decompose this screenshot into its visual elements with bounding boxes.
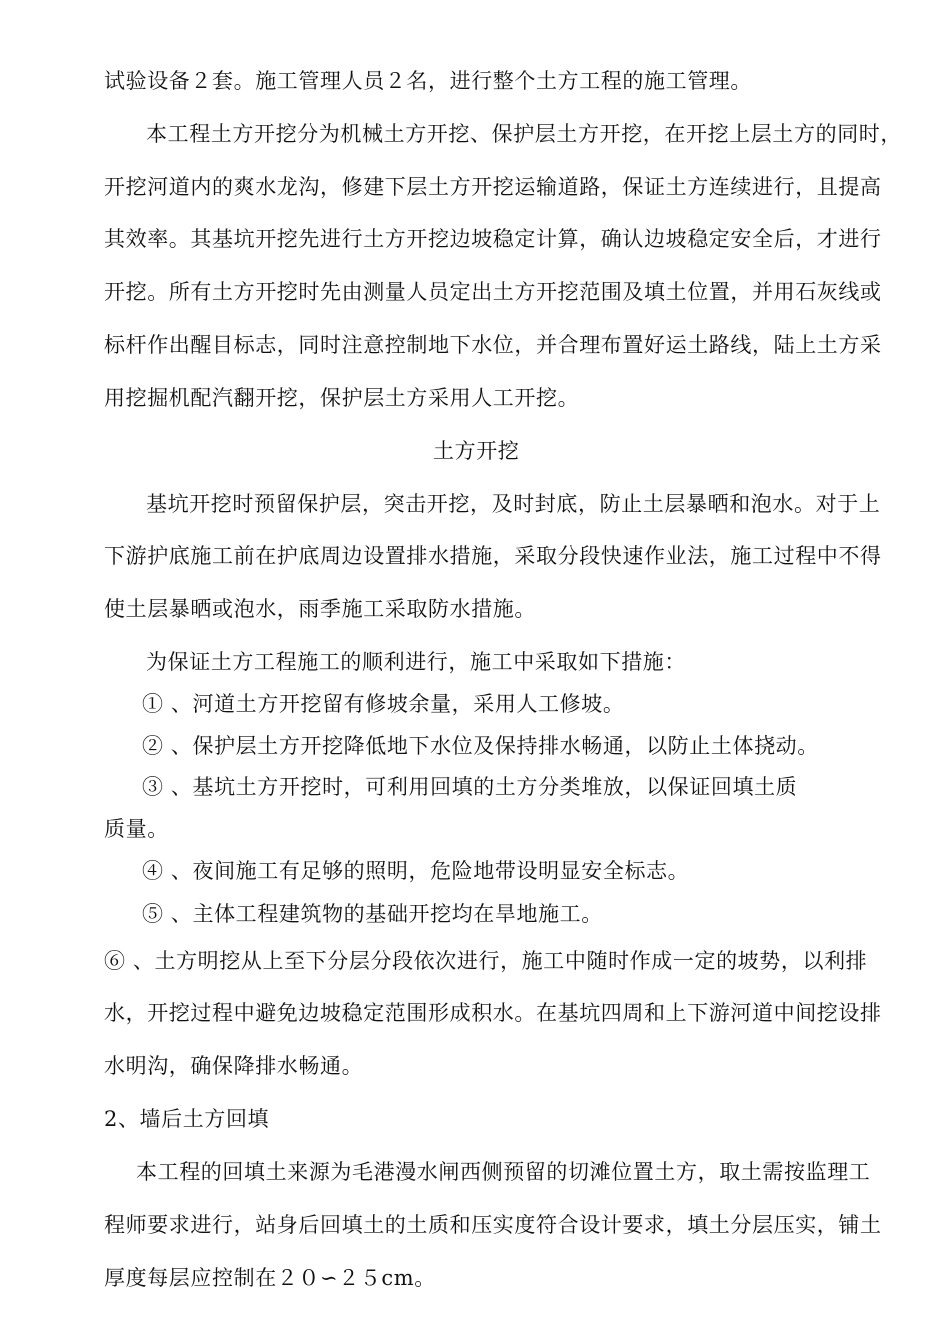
list-item-continuation: 水，开挖过程中避免边坡稳定范围形成积水。在基坑四周和上下游河道中间挖设排 <box>104 1001 882 1025</box>
list-item: ⑤ 、主体工程建筑物的基础开挖均在旱地施工。 <box>142 902 603 926</box>
paragraph-line: 标杆作出醒目标志，同时注意控制地下水位，并合理布置好运土路线，陆上土方采 <box>104 333 882 357</box>
paragraph-line: 开挖。所有土方开挖时先由测量人员定出土方开挖范围及填土位置，并用石灰线或 <box>104 280 882 304</box>
section-heading: 2、墙后土方回填 <box>104 1107 270 1131</box>
paragraph-line: 基坑开挖时预留保护层，突击开挖，及时封底，防止土层暴晒和泡水。对于上 <box>146 492 881 516</box>
text-line: 试验设备２套。施工管理人员２名，进行整个土方工程的施工管理。 <box>104 69 752 93</box>
paragraph-line: 本工程土方开挖分为机械土方开挖、保护层土方开挖，在开挖上层土方的同时， <box>146 122 902 146</box>
paragraph-line: 程师要求进行，站身后回填土的土质和压实度符合设计要求，填土分层压实，铺土 <box>104 1213 882 1237</box>
list-item: ② 、保护层土方开挖降低地下水位及保持排水畅通，以防止土体挠动。 <box>142 734 819 758</box>
paragraph-line: 下游护底施工前在护底周边设置排水措施，采取分段快速作业法，施工过程中不得 <box>104 544 882 568</box>
list-item-continuation: 水明沟，确保降排水畅通。 <box>104 1054 364 1078</box>
paragraph-line: 开挖河道内的爽水龙沟，修建下层土方开挖运输道路，保证土方连续进行，且提高 <box>104 175 882 199</box>
list-item: ① 、河道土方开挖留有修坡余量，采用人工修坡。 <box>142 692 625 716</box>
list-item: ③ 、基坑土方开挖时，可利用回填的土方分类堆放，以保证回填土质 <box>142 775 798 799</box>
paragraph-line: 为保证土方工程施工的顺利进行，施工中采取如下措施： <box>146 650 686 674</box>
section-heading: 土方开挖 <box>433 439 520 463</box>
list-item: ④ 、夜间施工有足够的照明，危险地带设明显安全标志。 <box>142 859 690 883</box>
paragraph-line: 其效率。其基坑开挖先进行土方开挖边坡稳定计算，确认边坡稳定安全后，才进行 <box>104 227 882 251</box>
list-item: ⑥ 、土方明挖从上至下分层分段依次进行，施工中随时作成一定的坡势，以利排 <box>104 949 868 973</box>
paragraph-line: 厚度每层应控制在２０∽２５cm。 <box>104 1266 436 1290</box>
paragraph-line: 使土层暴晒或泡水，雨季施工采取防水措施。 <box>104 597 536 621</box>
list-item-continuation: 质量。 <box>104 817 169 841</box>
paragraph-line: 用挖掘机配汽翻开挖，保护层土方采用人工开挖。 <box>104 386 580 410</box>
paragraph-line: 本工程的回填土来源为毛港漫水闸西侧预留的切滩位置土方，取土需按监理工 <box>136 1160 871 1184</box>
